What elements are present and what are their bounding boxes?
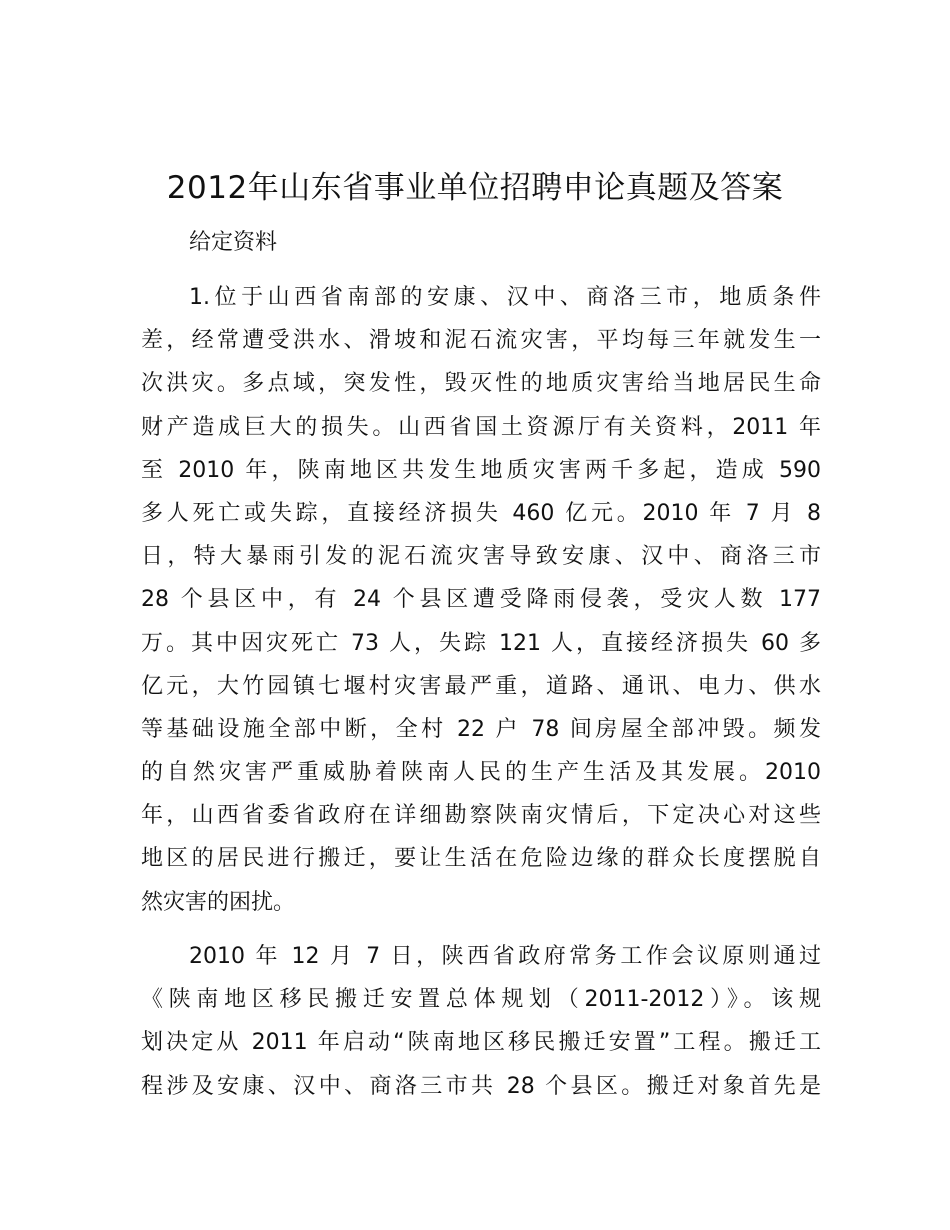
paragraph-line: 万。其中因灾死亡 73 人，失踪 121 人，直接经济损失 60 多 [141, 630, 821, 656]
paragraph-line: 的自然灾害严重威胁着陕南人民的生产生活及其发展。2010 [141, 760, 821, 786]
paragraph-line: 划决定从 2011 年启动“陕南地区移民搬迁安置”工程。搬迁工 [141, 1030, 821, 1056]
paragraph-line: 日，特大暴雨引发的泥石流灾害导致安康、汉中、商洛三市 [141, 544, 821, 570]
document-title: 2012年山东省事业单位招聘申论真题及答案 [166, 170, 784, 206]
paragraph-line: 亿元，大竹园镇七堰村灾害最严重，道路、通讯、电力、供水 [141, 673, 821, 699]
paragraph-line: 1.位于山西省南部的安康、汉中、商洛三市，地质条件 [189, 285, 821, 310]
paragraph-line: 地区的居民进行搬迁，要让生活在危险边缘的群众长度摆脱自 [141, 846, 821, 872]
paragraph-line: 程涉及安康、汉中、商洛三市共 28 个县区。搬迁对象首先是 [141, 1073, 821, 1099]
paragraph-line: 财产造成巨大的损失。山西省国土资源厅有关资料，2011 年 [141, 414, 821, 440]
paragraph-2 [141, 935, 821, 1108]
paragraph-line: 等基础设施全部中断，全村 22 户 78 间房屋全部冲毁。频发 [141, 716, 821, 742]
paragraph-line: 《陕南地区移民搬迁安置总体规划（2011-2012）》。该规 [141, 987, 821, 1013]
paragraph-line: 差，经常遭受洪水、滑坡和泥石流灾害，平均每三年就发生一 [141, 328, 821, 354]
paragraph-line: 然灾害的困扰。 [141, 889, 296, 915]
paragraph-1 [141, 276, 821, 924]
paragraph-line: 28 个县区中，有 24 个县区遭受降雨侵袭，受灾人数 177 [141, 587, 821, 613]
paragraph-line: 多人死亡或失踪，直接经济损失 460 亿元。2010 年 7 月 8 [141, 500, 821, 526]
paragraph-line: 次洪灾。多点域，突发性，毁灭性的地质灾害给当地居民生命 [141, 371, 821, 397]
paragraph-line: 至 2010 年，陕南地区共发生地质灾害两千多起，造成 590 [141, 457, 821, 483]
paragraph-line: 年，山西省委省政府在详细勘察陕南灾情后，下定决心对这些 [141, 803, 821, 829]
section-heading: 给定资料 [189, 230, 278, 255]
paragraph-line: 2010 年 12 月 7 日，陕西省政府常务工作会议原则通过 [189, 944, 821, 969]
